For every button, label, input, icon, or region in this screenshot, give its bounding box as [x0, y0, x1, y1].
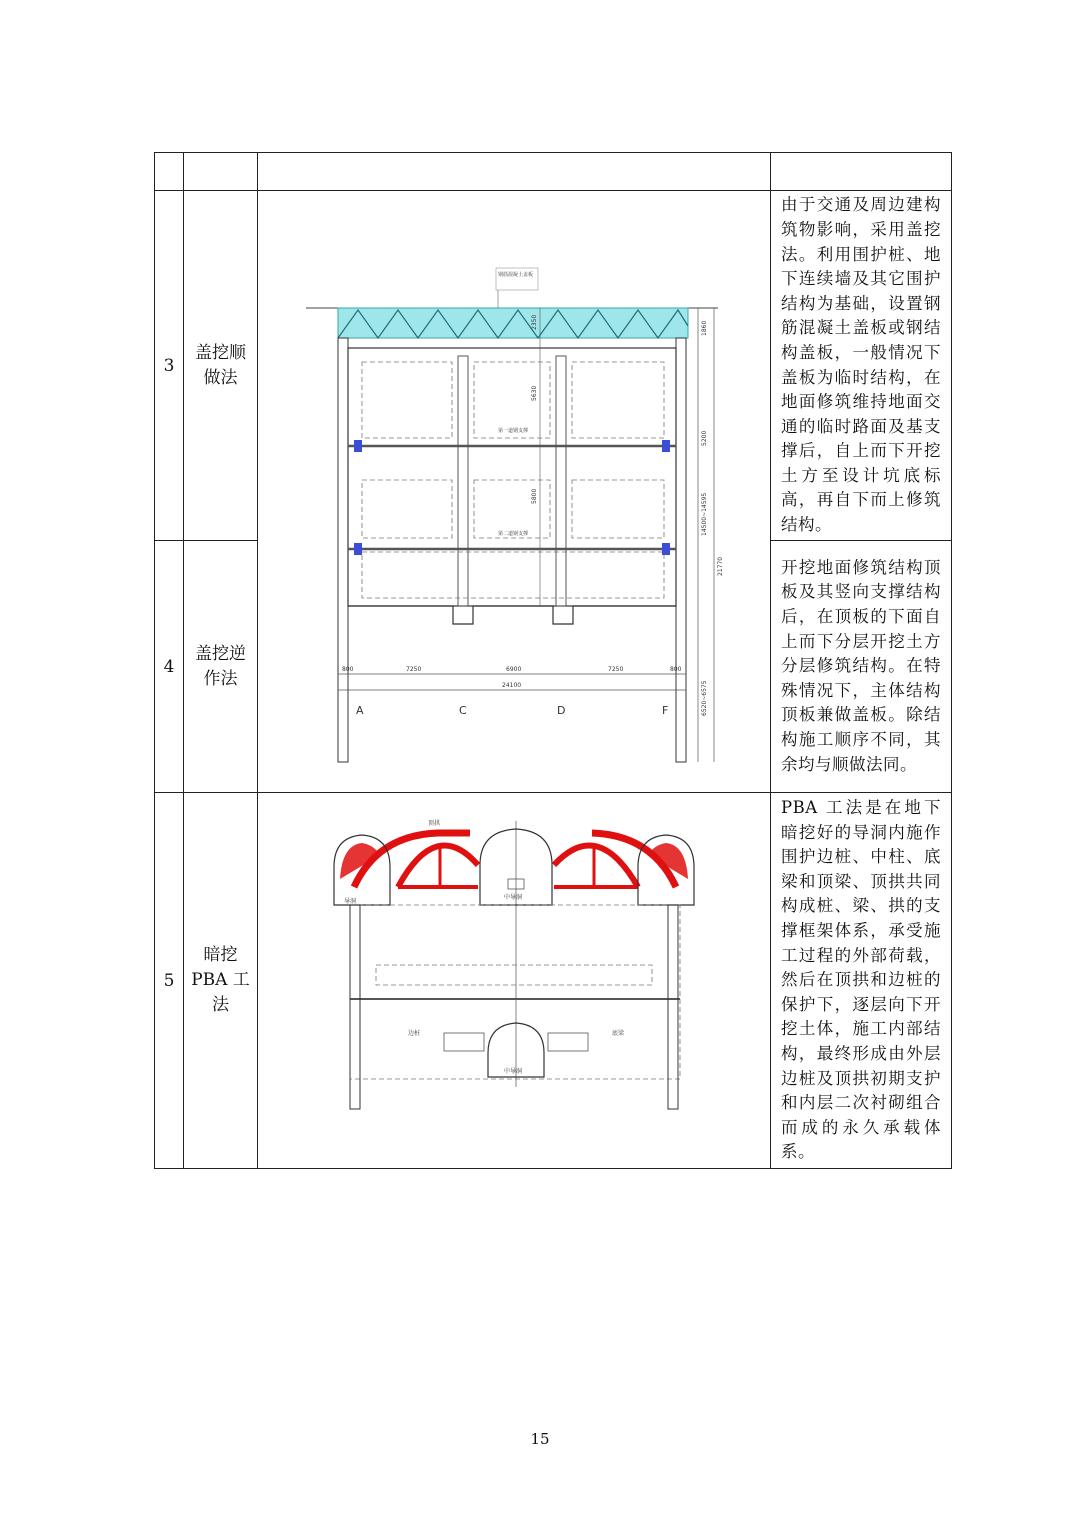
method-description: 开挖地面修筑结构顶板及其竖向支撑结构后，在顶板的下面自上而下分层开挖土方分层修筑结构。在特殊情况下，主体结构顶板兼做盖板。除结构施工顺序不同，其余均与顺做法同。 — [771, 541, 952, 793]
method-name — [184, 191, 258, 541]
table-row — [155, 191, 952, 541]
dim-bottom-2: 7250 — [406, 665, 422, 673]
note-strut-1: 第一道钢支撑 — [498, 427, 529, 434]
note-side-pile: 边桩 — [408, 1030, 421, 1037]
method-name — [184, 793, 258, 1169]
axis-label-d: D — [557, 703, 566, 717]
column-right — [556, 356, 566, 606]
dim-bottom-1: 800 — [342, 665, 354, 673]
dim-mid-1: 2350 — [531, 314, 538, 330]
note-strut-2: 第二道钢支撑 — [498, 530, 529, 537]
method-name-line: 盖挖顺 — [195, 342, 246, 363]
dim-mid-2: 5630 — [531, 385, 538, 401]
method-name-line: PBA 工 — [191, 970, 250, 990]
axis-label-c: C — [459, 703, 467, 717]
method-name-line: 盖挖逆 — [195, 643, 246, 664]
right-retaining-pile — [676, 338, 686, 762]
note-drift-left: 导洞 — [344, 898, 357, 905]
dim-right-1: 1860 — [701, 320, 708, 336]
table-header-row — [155, 153, 952, 191]
right-top-arch — [554, 845, 638, 887]
dim-bottom-3: 6900 — [506, 665, 522, 673]
axis-label-a: A — [356, 703, 364, 717]
left-retaining-pile — [338, 338, 348, 762]
dim-total-width: 24100 — [502, 681, 522, 689]
table-row — [155, 793, 952, 1169]
strut-jack-right-1 — [662, 440, 670, 452]
base-slab — [348, 606, 676, 624]
dim-right-5: 6520~6575 — [701, 679, 708, 716]
strut-jack-left-2 — [354, 543, 362, 555]
method-name — [184, 541, 258, 793]
row-number: 5 — [155, 793, 184, 1169]
header-cell-name — [184, 153, 258, 191]
dim-bottom-5: 800 — [670, 665, 682, 673]
method-description: 由于交通及周边建构筑物影响，采用盖挖法。利用围护桩、地下连续墙及其它围护结构为基础，设置钢筋混凝土盖板或钢结构盖板，一般情况下盖板为临时结构，在地面修筑维持地面交通的临时路面及基支撑后，自上而下开挖土方至设计坑底标高，再自下而上修筑结构。 — [771, 191, 952, 541]
method-name-line: 暗挖 — [203, 945, 238, 965]
column-left — [458, 356, 468, 606]
note-slab: 钢筋混凝土盖板 — [498, 271, 534, 278]
note-mid-drift: 中导洞 — [504, 894, 523, 901]
dim-right-2: 5200 — [701, 430, 708, 446]
pba-section-figure — [258, 793, 771, 1169]
row-number: 4 — [155, 541, 184, 793]
cut-and-cover-drawing — [258, 196, 771, 788]
pba-drawing — [258, 795, 771, 1166]
cut-and-cover-section-figure — [258, 191, 771, 793]
strut-jack-left-1 — [354, 440, 362, 452]
row-number: 3 — [155, 191, 184, 541]
structure-outline — [350, 905, 680, 1079]
strut-jack-right-2 — [662, 543, 670, 555]
construction-methods-table — [154, 152, 952, 1169]
axis-label-f: F — [662, 703, 669, 717]
note-bottom-drift: 中导洞 — [504, 1068, 523, 1075]
dim-bottom-4: 7250 — [608, 665, 624, 673]
note-crown-arch: 顶拱 — [428, 820, 441, 827]
header-cell-num — [155, 153, 184, 191]
page-number: 15 — [530, 1430, 550, 1448]
left-side-pile — [350, 905, 360, 1109]
dim-mid-3: 5800 — [531, 488, 538, 504]
dim-right-3: 14500~14595 — [701, 492, 708, 536]
method-name-line: 法 — [212, 995, 229, 1015]
right-side-pile — [668, 905, 678, 1109]
note-bottom-beam: 底梁 — [612, 1030, 625, 1037]
method-name-line: 做法 — [203, 367, 238, 388]
method-description: PBA 工法是在地下暗挖好的导洞内施作围护边桩、中柱、底梁和顶梁、顶拱共同构成桩、梁、拱的支撑框架体系，承受施工过程的外部荷载，然后在顶拱和边桩的保护下，逐层向下开挖土体，施工内部结构，最终形成由外层边桩及顶拱初期支护和内层二次衬砌组合而成的永久承载体系。 — [771, 793, 952, 1169]
header-cell-figure — [258, 153, 771, 191]
station-structure — [348, 348, 676, 606]
method-name-line: 作法 — [203, 668, 238, 689]
left-top-arch — [398, 845, 478, 887]
dim-right-4: 21770 — [717, 556, 724, 576]
header-cell-description — [771, 153, 952, 191]
